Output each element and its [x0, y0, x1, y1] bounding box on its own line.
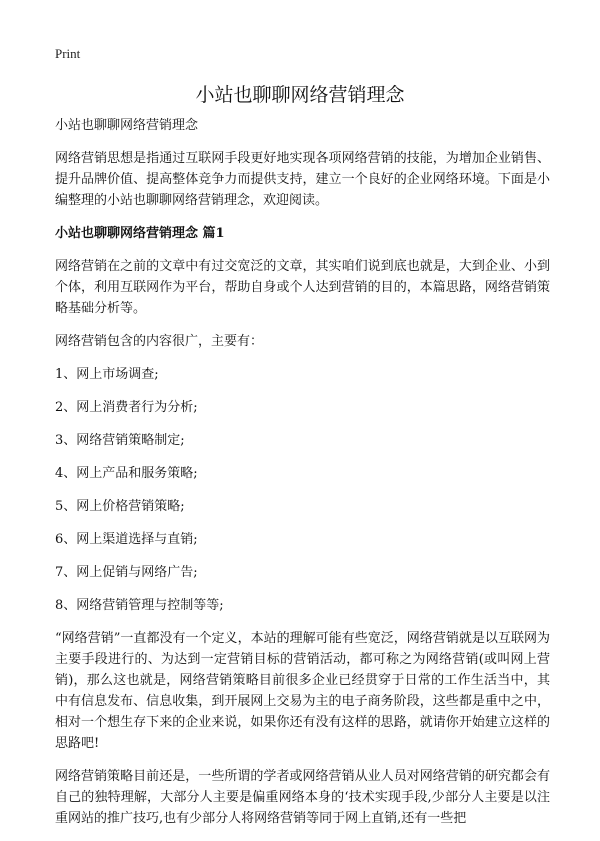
- list-item: 5、网上价格营销策略;: [55, 499, 185, 514]
- list-item: 2、网上消费者行为分析;: [55, 400, 198, 415]
- page-title: 小站也聊聊网络营销理念: [195, 84, 405, 106]
- list-item: 1、网上市场调查;: [55, 367, 159, 382]
- paragraph-4: 网络营销策略目前还是，一些所谓的学者或网络营销从业人员对网络营销的研究都会有自己的独特理解，大部分人主要是偏重网络本身的‘技术实现手段,少部分人主要是以注重网站的推广技巧,也有少部分人将网络营销等同于网上直销,还有一些把: [55, 769, 550, 826]
- subtitle: 小站也聊聊网络营销理念: [55, 118, 199, 133]
- list-item: 7、网上促销与网络广告;: [55, 565, 198, 580]
- list-item: 3、网络营销策略制定;: [55, 433, 185, 448]
- paragraph-3: “网络营销”一直都没有一个定义，本站的理解可能有些宽泛，网络营销就是以互联网为主要手段进行的、为达到一定营销目标的营销活动，都可称之为网络营销(或叫网上营销)，那么这也就是，网络营销策略目前很多企业已经贯穿于日常的工作生活当中，其中有信息发布、信息收集，到开展网上交易为主的电子商务阶段，这些都是重中之中，相对一个想生存下来的企业来说，如果你还有没有这样的思路，就请你开始建立这样的思路吧!: [55, 631, 550, 751]
- print-label: Print: [55, 46, 81, 61]
- paragraph-2: 网络营销包含的内容很广，主要有：: [55, 334, 264, 349]
- list-item: 6、网上渠道选择与直销;: [55, 532, 198, 547]
- paragraph-1: 网络营销在之前的文章中有过交宽泛的文章，其实咱们说到底也就是，大到企业、小到个体，利用互联网作为平台，帮助自身或个人达到营销的目的，本篇思路，网络营销策略基础分析等。: [55, 259, 550, 316]
- section-heading: 小站也聊聊网络营销理念 篇1: [55, 226, 225, 241]
- list-item: 8、网络营销管理与控制等等;: [55, 598, 224, 613]
- list-item: 4、网上产品和服务策略;: [55, 466, 198, 481]
- document-body: [55, 115, 550, 841]
- intro-paragraph: 网络营销思想是指通过互联网手段更好地实现各项网络营销的技能，为增加企业销售、提升品牌价值、提高整体竞争力而提供支持，建立一个良好的企业网络环境。下面是小编整理的小站也聊聊网络营销理念，欢迎阅读。: [55, 151, 550, 208]
